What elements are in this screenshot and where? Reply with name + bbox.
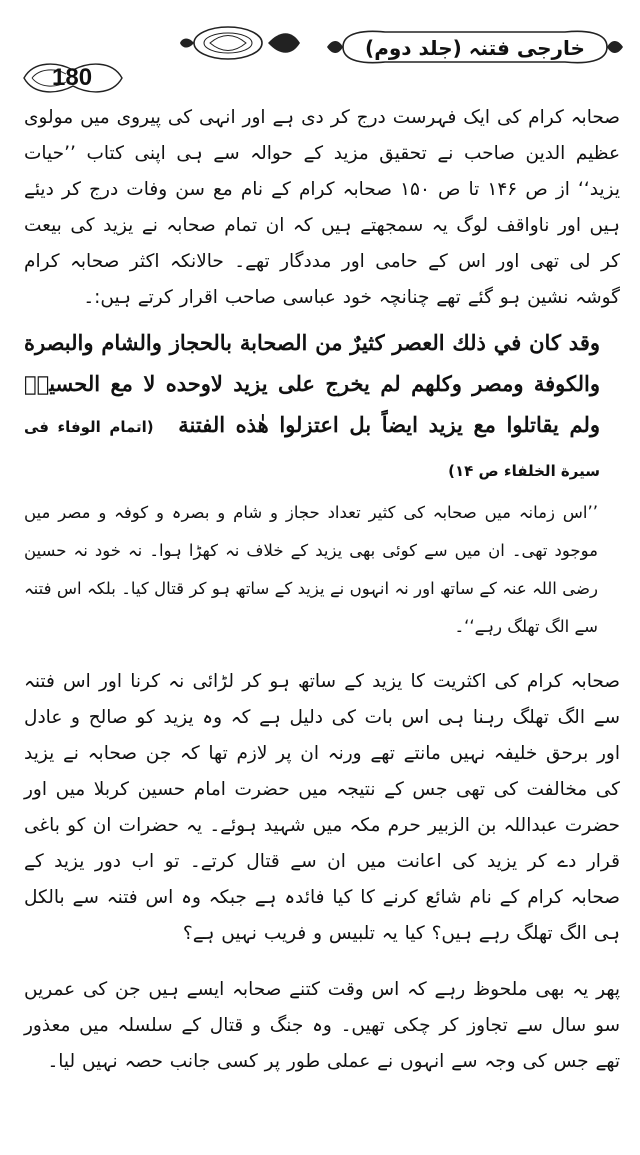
argument-paragraph: صحابہ کرام کی اکثریت کا یزید کے ساتھ ہو کر لڑائی نہ کرنا اور اس فتنہ سے الگ تھلگ رہنا ہی اس بات کی دلیل ہے کہ وہ یزید کو صالح و عادل اور برحق خلیفہ نہیں مانتے تھے ورنہ ان پر لازم تھا کہ جن صحابہ نے یزید کی مخالفت کی تھی جس کے نتیجہ میں حضرت امام حسین کربلا میں اور حضرت عبداللہ بن الزبیر حرم مکہ میں شہید ہوئے۔ یہ حضرات ان کو باغی قرار دے کر یزید کی اعانت میں ان سے قتال کرتے۔ تو اب دور یزید کے صحابہ کرام کے نام شائع کرنے کا کیا فائدہ ہے جبکہ وہ اس فتنہ سے بالکل ہی الگ تھلگ رہے ہیں؟ کیا یہ تلبیس و فریب نہیں ہے؟: [24, 671, 620, 944]
paragraph-gap: [24, 958, 620, 972]
intro-paragraph: صحابہ کرام کی ایک فہرست درج کر دی ہے اور انہی کی پیروی میں مولوی عظیم الدین صاحب نے تحقیق مزید کے حوالہ سے ہی اپنی کتاب ’’حیات یزید‘‘ از ص ۱۴۶ تا ص ۱۵۰ صحابہ کرام کے نام مع سن وفات درج کر دیئے ہیں اور ناواقف لوگ یہ سمجھتے ہیں کہ ان تمام صحابہ نے یزید کی بیعت کر لی تھی اور اس کے حامی اور مددگار تھے۔ حالانکہ اکثر صحابہ کرام گوشہ نشین ہو گئے تھے چنانچہ خود عباسی صاحب اقرار کرتے ہیں:۔: [24, 107, 621, 308]
arabic-quotation: [24, 322, 620, 492]
running-title: خارجی فتنہ (جلد دوم): [365, 36, 585, 60]
page-header: [0, 0, 640, 100]
closing-paragraph: پھر یہ بھی ملحوظ رہے کہ اس وقت کتنے صحابہ ایسے ہیں جن کی عمریں سو سال سے تجاوز کر چکی تھیں۔ وہ جنگ و قتال کے سلسلہ میں معذور تھے جس کی وجہ سے انہوں نے عملی طور پر کسی جانب حصہ نہیں لیا۔: [24, 979, 620, 1072]
page-number: 180: [52, 64, 93, 91]
arabic-quote-reference: (اتمام الوفاء فی سیرة الخلفاء ص ۱۴): [24, 418, 600, 480]
arabic-quote-text: وقد كان في ذلك العصر كثيرٌ من الصحابة بالحجاز والشام والبصرة والكوفة ومصر وكلهم لم يخرج على يزيد لاوحده لا مع الحسينؓ ولم يقاتلوا مع يزيد ايضاً بل اعتزلوا هٰذه الفتنة: [24, 330, 600, 437]
page-body: [24, 100, 620, 1086]
quote-translation: ’’اس زمانہ میں صحابہ کی کثیر تعداد حجاز و شام و بصرہ و کوفہ و مصر میں موجود تھی۔ ان میں سے کوئی بھی یزید کے خلاف نہ کھڑا ہوا۔ نہ خود نہ حسین رضی اللہ عنہ کے ساتھ اور نہ انہوں نے یزید کے ساتھ ہو کر قتال کیا۔ بلکہ اس فتنہ سے الگ تھلگ رہے‘‘۔: [24, 503, 598, 636]
